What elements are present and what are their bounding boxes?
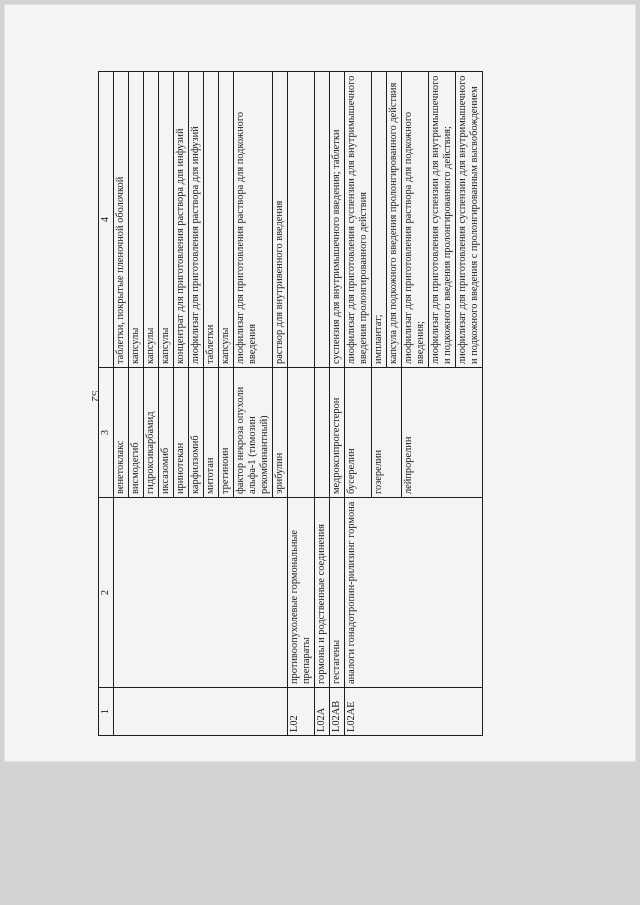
dosage-form-cell: капсулы — [144, 72, 159, 368]
rotated-table-container — [98, 72, 618, 736]
drug-name-cell: иринотекан — [174, 368, 189, 498]
drug-name-cell: иксазомиб — [159, 368, 174, 498]
drug-name-cell: висмодегиб — [129, 368, 144, 498]
dosage-form-cell: лиофилизат для приготовления суспензии для внутримышечного введения пролонгированного действия — [345, 72, 372, 368]
dosage-form-cell: лиофилизат для приготовления суспензии для внутримышечного и подкожного введения пролонгированного действия; — [429, 72, 456, 368]
drug-name-cell: митотан — [204, 368, 219, 498]
drug-name-cell: венетоклакс — [114, 368, 129, 498]
dosage-form-cell: капсула для подкожного введения пролонгированного действия — [387, 72, 402, 368]
table-row — [114, 72, 129, 736]
page-number: 52 — [89, 390, 101, 402]
drug-name-cell — [288, 368, 315, 498]
atc-code-cell: L02A — [315, 688, 330, 736]
drug-name-cell: медроксипрогестерон — [330, 368, 345, 498]
dosage-form-cell: лиофилизат для приготовления раствора для подкожного введения; — [402, 72, 429, 368]
header-col-3: 3 — [99, 368, 114, 498]
drug-name-cell: эрибулин — [273, 368, 288, 498]
drug-name-cell: фактор некроза опухоли альфа-1 (тимозин рекомбинантный) — [234, 368, 273, 498]
drug-name-cell: карфилзомиб — [189, 368, 204, 498]
group-name-cell: противоопухолевые гормональные препараты — [288, 498, 315, 688]
dosage-form-cell: капсулы — [129, 72, 144, 368]
table-row — [330, 72, 345, 736]
atc-code-cell: L02 — [288, 688, 315, 736]
drug-name-cell: гидроксикарбамид — [144, 368, 159, 498]
atc-code-cell: L02AB — [330, 688, 345, 736]
group-name-cell: гестагены — [330, 498, 345, 688]
dosage-form-cell: лиофилизат для приготовления раствора для инфузий — [189, 72, 204, 368]
dosage-form-cell: капсулы — [219, 72, 234, 368]
table-row — [315, 72, 330, 736]
dosage-form-cell: суспензия для внутримышечного введения; таблетки — [330, 72, 345, 368]
dosage-form-cell — [288, 72, 315, 368]
header-col-4: 4 — [99, 72, 114, 368]
atc-code-cell — [114, 688, 288, 736]
table-row — [345, 72, 372, 736]
dosage-form-cell: лиофилизат для приготовления суспензии для внутримышечного и подкожного введения с пролонгированным высвобождением — [456, 72, 483, 368]
drug-table — [98, 71, 483, 736]
group-name-cell — [114, 498, 288, 688]
drug-name-cell: гозерелин — [372, 368, 402, 498]
header-col-1: 1 — [99, 688, 114, 736]
dosage-form-cell — [315, 72, 330, 368]
group-name-cell: аналоги гонадотропин-рилизинг гормона — [345, 498, 483, 688]
drug-name-cell — [315, 368, 330, 498]
drug-name-cell: лейпрорелин — [402, 368, 483, 498]
dosage-form-cell: имплантат; — [372, 72, 387, 368]
drug-name-cell: третиноин — [219, 368, 234, 498]
drug-name-cell: бусерелин — [345, 368, 372, 498]
table-header-row — [99, 72, 114, 736]
dosage-form-cell: концентрат для приготовления раствора для инфузий — [174, 72, 189, 368]
dosage-form-cell: раствор для внутривенного введения — [273, 72, 288, 368]
document-page — [4, 4, 636, 762]
group-name-cell: гормоны и родственные соединения — [315, 498, 330, 688]
atc-code-cell: L02AE — [345, 688, 483, 736]
dosage-form-cell: таблетки, покрытые пленочной оболочкой — [114, 72, 129, 368]
table-row — [288, 72, 315, 736]
dosage-form-cell: лиофилизат для приготовления раствора для подкожного введения — [234, 72, 273, 368]
header-col-2: 2 — [99, 498, 114, 688]
dosage-form-cell: таблетки — [204, 72, 219, 368]
dosage-form-cell: капсулы — [159, 72, 174, 368]
